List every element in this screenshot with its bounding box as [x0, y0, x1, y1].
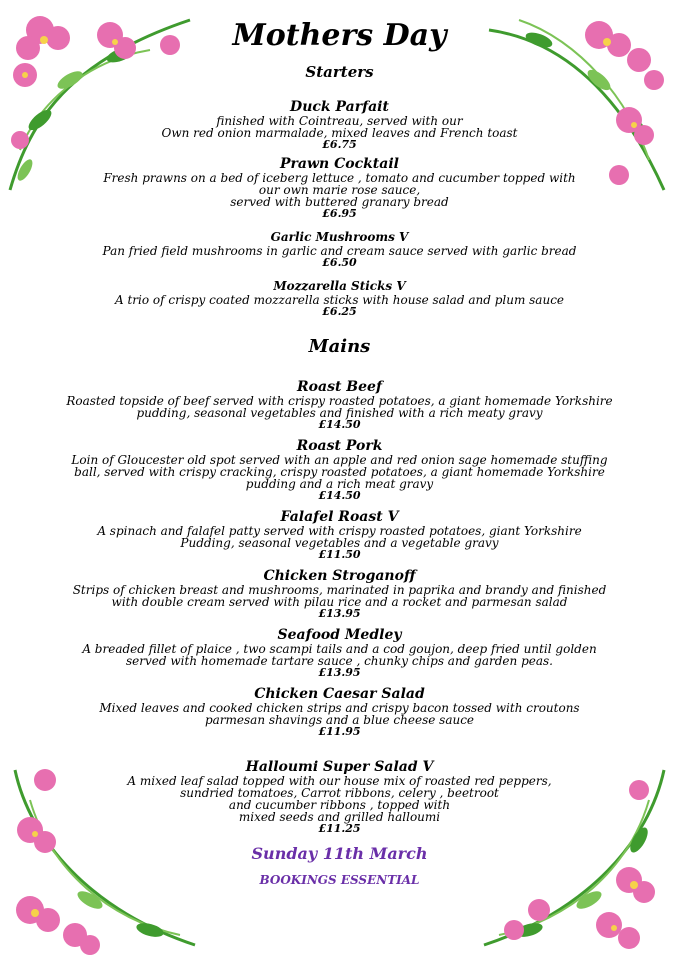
dish-price: £11.95 [318, 725, 361, 738]
starters-heading: Starters [305, 63, 374, 81]
dish-price: £6.25 [322, 305, 357, 318]
dish-price: £14.50 [318, 418, 361, 431]
dish-price: £14.50 [318, 489, 361, 502]
main-item [0, 569, 679, 620]
main-item [0, 628, 679, 679]
dish-description: Loin of Gloucester old spot served with an apple and red onion sage homemade stuffing ball, served with crispy cracking, crispy roasted potatoes, a giant homemade Yorkshire pudding and a rich meat gravy [71, 453, 608, 491]
dish-name: Falafel Roast V [280, 509, 399, 525]
event-date: Sunday 11th March [251, 844, 428, 863]
bookings-note: BOOKINGS ESSENTIAL [259, 873, 420, 887]
dish-name: Garlic Mushrooms V [270, 230, 409, 244]
dish-name: Duck Parfait [290, 99, 389, 115]
starter-item [0, 100, 679, 151]
dish-name: Chicken Caesar Salad [254, 686, 425, 702]
dish-name: Prawn Cocktail [280, 156, 399, 172]
dish-description: A spinach and falafel patty served with crispy roasted potatoes, giant Yorkshire Pudding, seasonal vegetables and a vegetable gravy [97, 524, 582, 550]
dish-description: Mixed leaves and cooked chicken strips and crispy bacon tossed with croutons parmesan shavings and a blue cheese sauce [99, 701, 580, 727]
dish-description: A trio of crispy coated mozzarella sticks with house salad and plum sauce [114, 293, 565, 307]
dish-price: £6.75 [322, 138, 357, 151]
dish-description: finished with Cointreau, served with our Own red onion marmalade, mixed leaves and French toast [161, 114, 518, 140]
main-item [0, 510, 679, 561]
main-item [0, 439, 679, 502]
dish-description: A mixed leaf salad topped with our house mix of roasted red peppers, sundried tomatoes, Carrot ribbons, celery , beetroot and cucumber ribbons , topped with mixed seeds and grilled halloumi [127, 774, 552, 824]
mains-heading: Mains [308, 336, 371, 357]
dish-description: Roasted topside of beef served with crispy roasted potatoes, a giant homemade Yorkshire pudding, seasonal vegetables and finished with a rich meaty gravy [66, 394, 613, 420]
starter-item [0, 230, 679, 269]
dish-price: £11.25 [318, 822, 361, 835]
dish-price: £6.50 [322, 256, 357, 269]
menu-content [0, 14, 679, 889]
dish-description: Strips of chicken breast and mushrooms, marinated in paprika and brandy and finished with double cream served with pilau rice and a rocket and parmesan salad [72, 583, 607, 609]
main-item [0, 380, 679, 431]
dish-price: £13.95 [318, 666, 361, 679]
dish-price: £6.95 [322, 207, 357, 220]
dish-name: Chicken Stroganoff [263, 568, 416, 584]
dish-price: £11.50 [318, 548, 361, 561]
starter-item [0, 279, 679, 318]
dish-price: £13.95 [318, 607, 361, 620]
main-item [0, 760, 679, 835]
dish-description: Fresh prawns on a bed of iceberg lettuce , tomato and cucumber topped with our own marie rose sauce, served with buttered granary bread [103, 171, 576, 209]
main-item [0, 687, 679, 738]
dish-name: Roast Pork [296, 438, 383, 454]
dish-description: Pan fried field mushrooms in garlic and cream sauce served with garlic bread [102, 244, 577, 258]
dish-name: Mozzarella Sticks V [273, 279, 406, 293]
dish-description: A breaded fillet of plaice , two scampi tails and a cod goujon, deep fried until golden served with homemade tartare sauce , chunky chips and garden peas. [82, 642, 597, 668]
dish-name: Halloumi Super Salad V [245, 759, 434, 775]
starter-item [0, 157, 679, 220]
dish-name: Roast Beef [297, 379, 382, 395]
menu-title: Mothers Day [232, 18, 447, 53]
dish-name: Seafood Medley [277, 627, 402, 643]
